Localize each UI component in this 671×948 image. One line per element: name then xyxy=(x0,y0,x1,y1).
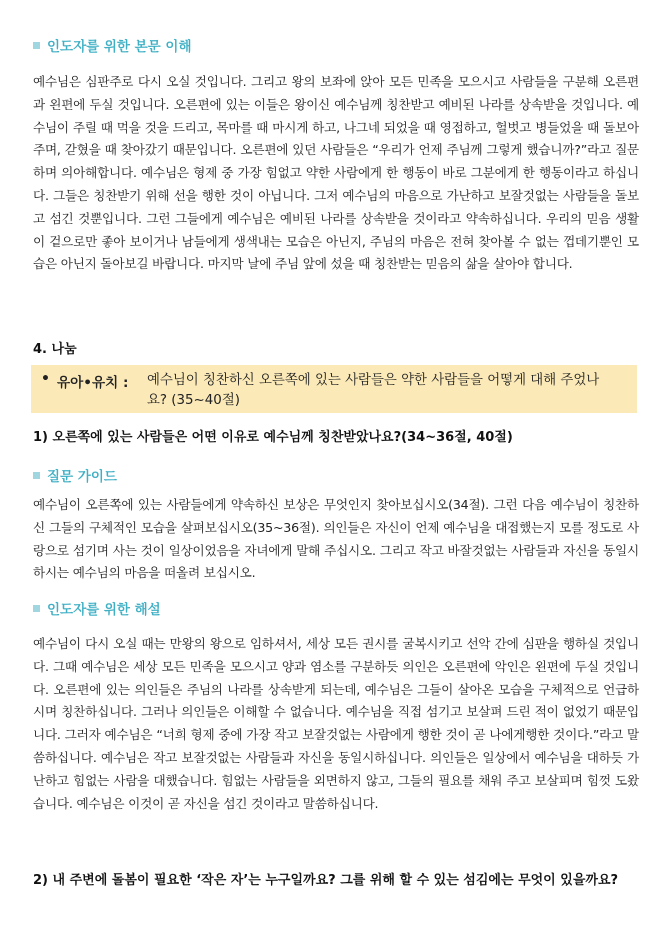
guide-heading: 질문 가이드 xyxy=(33,465,117,485)
heading-square-icon xyxy=(33,42,40,49)
commentary-body: 예수님이 다시 오실 때는 만왕의 왕으로 임하셔서, 세상 모든 권시를 굴복시키고 선악 간에 심판을 행하실 것입니다. 그때 예수님은 세상 모든 민족을 모으시고 양과 염소를 구분하듯 의인은 오른편에 악인은 왼편에 두실 것입니다. 오른편에 있는 의인들은 주님의 나라를 상속받게 되는데, 예수님은 그들이 살아온 모습을 구체적으로 언급하시며 칭찬하십니다. 그러나 의인들은 이해할 수 없습니다. 예수님을 직접 섬기고 보살펴 드린 적이 없었기 때문입니다. 그러자 예수님은 “너희 형제 중에 가장 작고 보잘것없는 사람에게 행한 것이 곧 나에게행한 것이다.”라고 말씀하십니다. 예수님은 작고 보잘것없는 사람들과 자신을 동일시하십니다. 의인들은 일상에서 예수님을 대하듯 가난하고 힘없는 사람을 대했습니다. 힘없는 사람들을 외면하지 않고, 그들의 필요를 채워 주고 보살피며 힘껏 도왔습니다. 예수님은 이것이 곧 자신을 섬긴 것이라고 말씀하십니다. xyxy=(33,636,639,811)
heading-square-icon xyxy=(33,472,40,479)
age-group-label: 유아•유치 : xyxy=(57,375,129,391)
share-question: 예수님이 칭찬하신 오른쪽에 있는 사람들은 약한 사람들을 어떻게 대해 주었나요? (35~40절) xyxy=(147,373,600,408)
share-question-box xyxy=(31,365,637,413)
guide-body: 예수님이 오른쪽에 있는 사람들에게 약속하신 보상은 무엇인지 찾아보십시오(34절). 그런 다음 예수님이 칭찬하신 그들의 구체적인 모습을 살펴보십시오(35~36절). 의인들은 자신이 언제 예수님을 대접했는지 모를 정도로 사랑으로 섬기며 사는 것이 일상이었음을 자녀에게 말해 주십시오. 그리고 작고 바잘것없는 사람들과 자신을 동일시하시는 예수님의 마음을 떠올려 보십시오. xyxy=(33,497,639,581)
bullet-icon: • xyxy=(41,371,50,387)
commentary-heading: 인도자를 위한 해설 xyxy=(33,598,161,618)
question-1: 1) 오른쪽에 있는 사람들은 어떤 이유로 예수님께 칭찬받았나요?(34~36절, 40절) xyxy=(33,430,513,445)
sermon-heading: 인도자를 위한 본문 이해 xyxy=(33,35,192,55)
share-heading: 4. 나눔 xyxy=(33,342,77,357)
heading-square-icon xyxy=(33,605,40,612)
question-2: 2) 내 주변에 돌봄이 필요한 ‘작은 자’는 누구일까요? 그를 위해 할 수 있는 섬김에는 무엇이 있을까요? xyxy=(33,873,619,888)
sermon-body: 예수님은 심판주로 다시 오실 것입니다. 그리고 왕의 보좌에 앉아 모든 민족을 모으시고 사람들을 구분해 오른편과 왼편에 두실 것입니다. 오른편에 있는 이들은 왕이신 예수님께 칭찬받고 예비된 나라를 상속받을 것입니다. 예수님이 주릴 때 먹을 것을 드리고, 목마를 때 마시게 하고, 나그네 되었을 때 영접하고, 헐벗고 병들었을 때 돌보아 주며, 갇혔을 때 찾아갔기 때문입니다. 오른편에 있던 사람들은 “우리가 언제 주님께 그렇게 했습니까?”라고 질문하며 의아해합니다. 예수님은 형제 중 가장 힘없고 약한 사람에게 한 행동이 바로 그분에게 한 행동이라고 하십니다. 그들은 칭찬받기 위해 선을 행한 것이 아닙니다. 그저 예수님의 마음으로 가난하고 보잘것없는 사람들을 돌보고 섬긴 것뿐입니다. 그런 그들에게 예수님은 예비된 나라를 상속받을 것이라고 약속하십니다. 우리의 믿음 생활이 겉으로만 좋아 보이거나 남들에게 생색내는 모습은 아닌지, 주님의 마음은 전혀 찾아볼 수 없는 껍데기뿐인 모습은 아닌지 돌아보길 바랍니다. 마지막 날에 주님 앞에 섰을 때 칭찬받는 믿음의 삶을 살아야 합니다. xyxy=(33,74,639,272)
